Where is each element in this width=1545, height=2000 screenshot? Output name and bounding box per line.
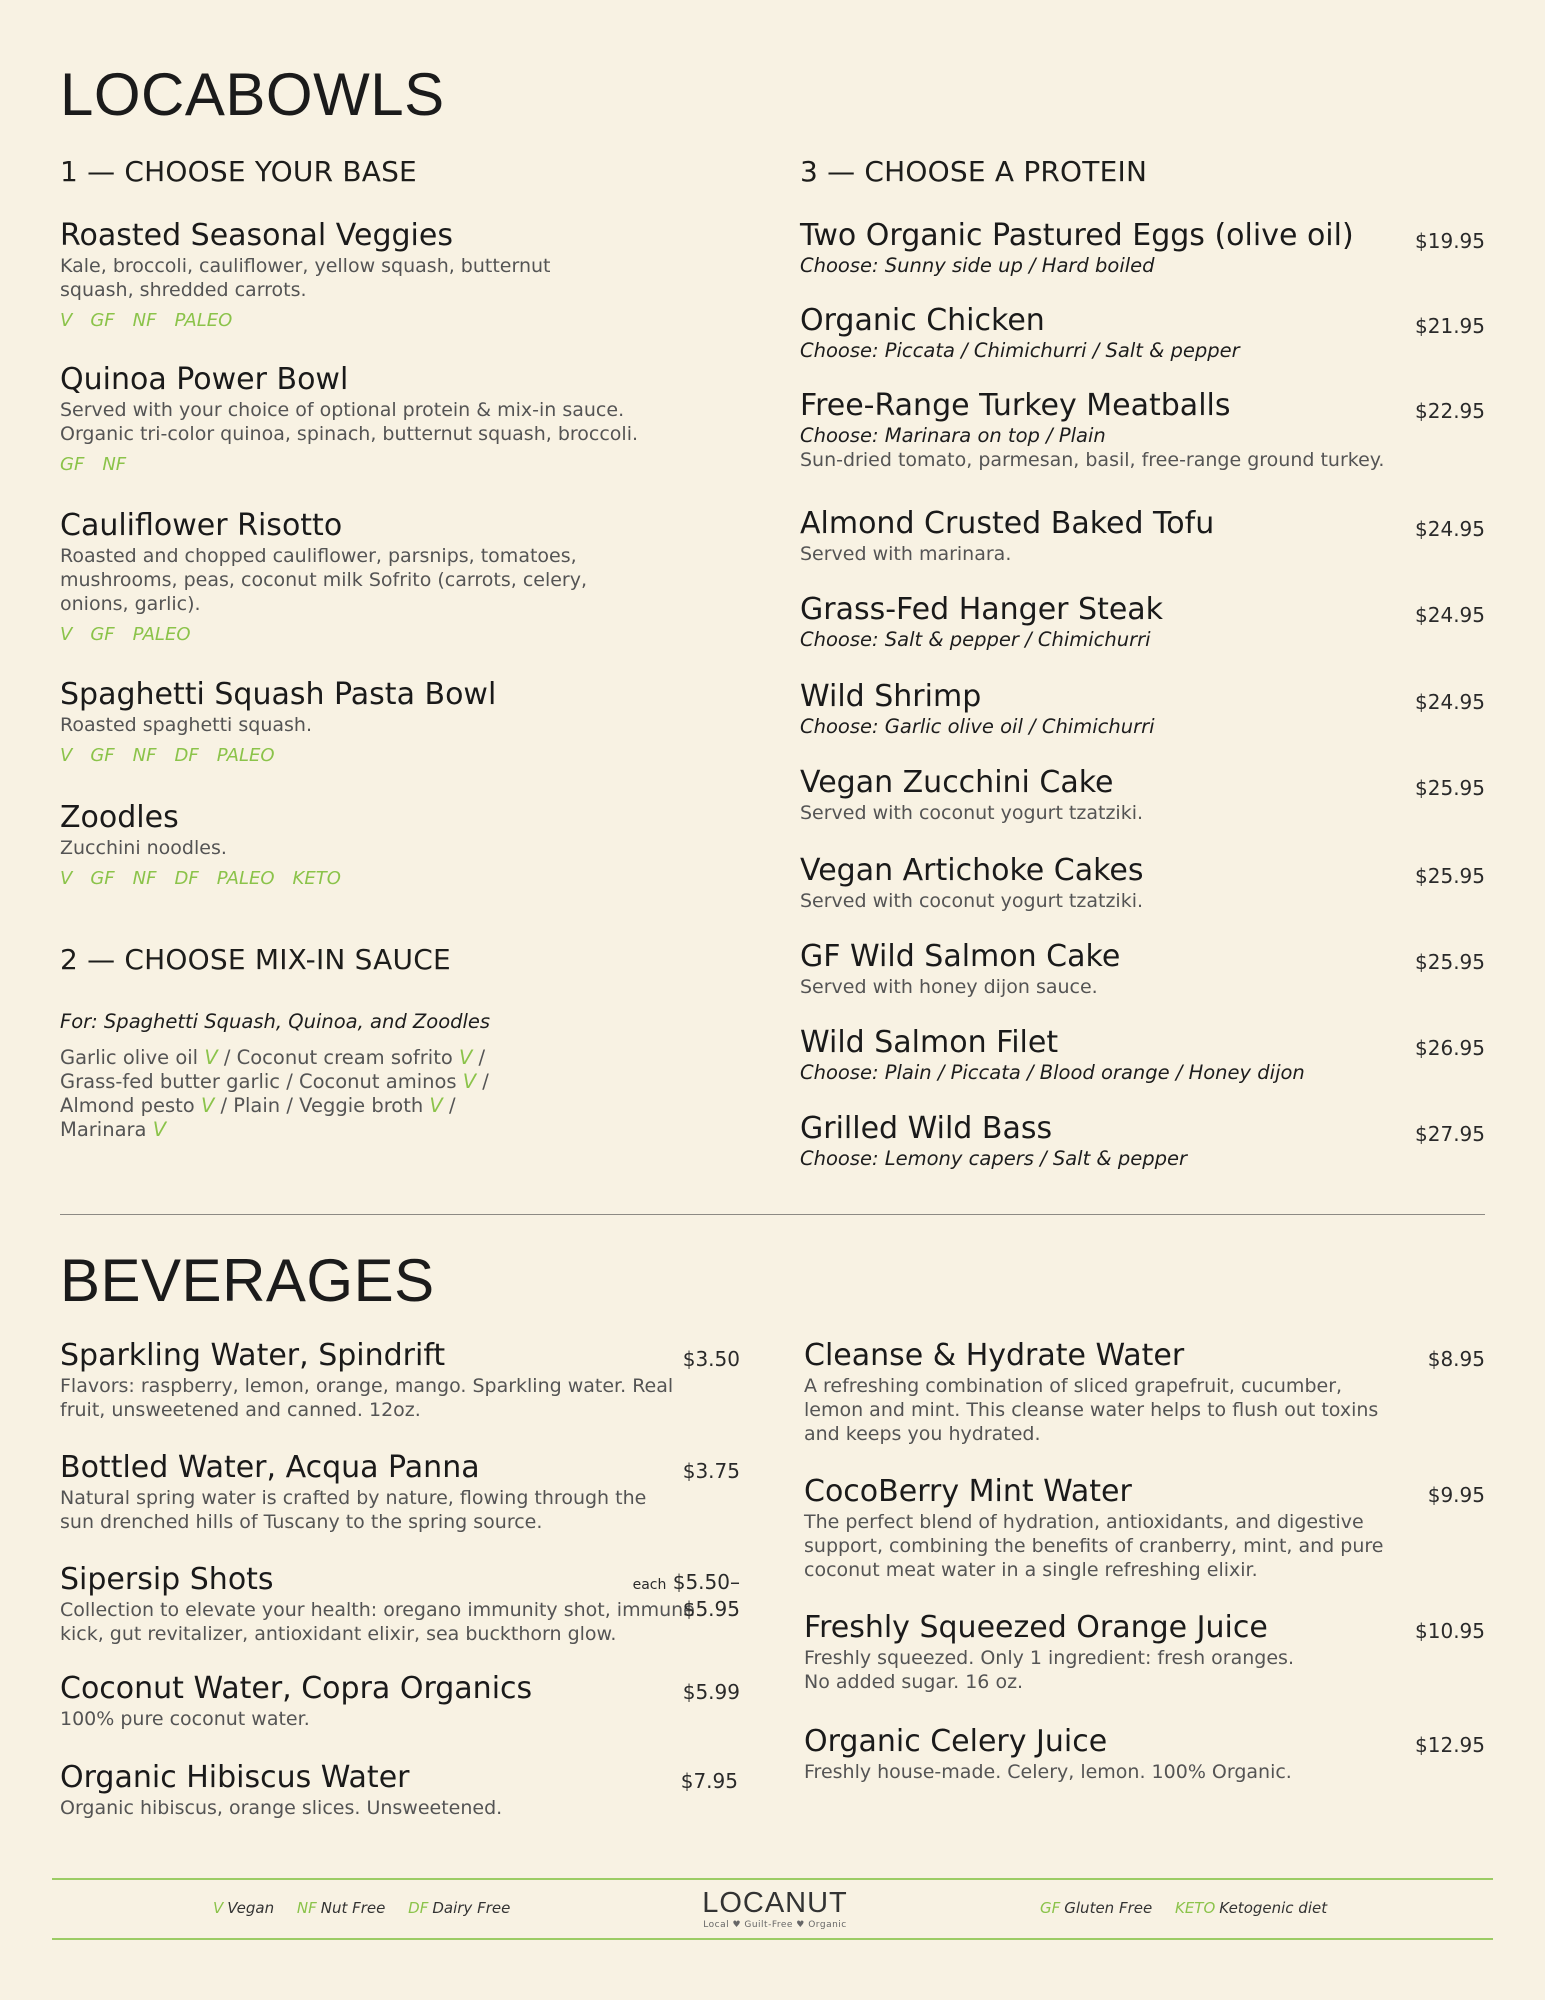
item-name: Coconut Water, Copra Organics	[60, 1671, 533, 1706]
base-item	[60, 508, 700, 648]
item-name: Bottled Water, Acqua Panna	[60, 1450, 480, 1485]
beverages-title: BEVERAGES	[60, 1247, 435, 1314]
tag: NF	[102, 454, 127, 475]
legend-abbr: GF	[1040, 1899, 1061, 1917]
diet-tags	[60, 452, 700, 478]
item-desc: The perfect blend of hydration, antioxidants, and digestive support, combining the benefits of cranberry, mint, and pure coconut meat water in a single refreshing elixir.	[804, 1511, 1384, 1581]
logo-tagline: Local ♥ Guilt-Free ♥ Organic	[703, 1920, 847, 1930]
item-name: Wild Salmon Filet	[800, 1025, 1059, 1060]
sauce-option: Coconut aminos	[298, 1070, 457, 1093]
price-prefix: each	[632, 1577, 667, 1593]
tag: GF	[60, 454, 85, 475]
item-price: $25.95	[1415, 950, 1485, 974]
locabowls-title: LOCABOWLS	[60, 61, 445, 128]
item-desc: Kale, broccoli, cauliflower, yellow squash, butternut squash, shredded carrots.	[60, 255, 551, 301]
base-item	[60, 218, 700, 334]
item-price: $24.95	[1415, 603, 1485, 627]
tag: NF	[132, 868, 157, 889]
legend-label: Nut Free	[320, 1899, 386, 1917]
item-price: $7.95	[680, 1769, 738, 1793]
price-range-end: $5.95	[682, 1597, 740, 1621]
beverage-item	[60, 1450, 720, 1534]
footer-rule-top	[52, 1878, 1493, 1880]
item-price: $5.99	[682, 1680, 740, 1704]
sauce-option: Coconut cream sofrito	[236, 1046, 453, 1069]
logo-wordmark: LOCANUT	[702, 1887, 848, 1919]
item-desc: Organic hibiscus, orange slices. Unsweetened.	[60, 1797, 503, 1819]
legend-left	[213, 1899, 528, 1917]
item-price: $3.50	[682, 1347, 740, 1371]
item-choice: Choose: Plain / Piccata / Blood orange / Honey dijon	[800, 1061, 1305, 1084]
sauce-option: Grass-fed butter garlic	[60, 1070, 281, 1093]
item-price: $10.95	[1415, 1619, 1485, 1643]
item-price: $25.95	[1415, 776, 1485, 800]
vegan-tag: V	[462, 1070, 477, 1093]
item-name: Organic Celery Juice	[804, 1724, 1108, 1759]
beverage-item	[60, 1338, 720, 1422]
item-name: Sparkling Water, Spindrift	[60, 1338, 446, 1373]
protein-item	[800, 765, 1490, 825]
item-desc: Served with coconut yogurt tzatziki.	[800, 802, 1144, 824]
section-divider	[60, 1214, 1485, 1215]
item-choice: Choose: Piccata / Chimichurri / Salt & pepper	[800, 339, 1240, 362]
sauce-section-title: 2 — CHOOSE MIX-IN SAUCE	[60, 943, 451, 976]
vegan-tag: V	[204, 1046, 218, 1069]
item-name: Cleanse & Hydrate Water	[804, 1338, 1185, 1373]
item-desc: Zucchini noodles.	[60, 837, 227, 859]
locanut-logo	[660, 1887, 890, 1930]
diet-tags	[60, 866, 700, 892]
protein-item	[800, 679, 1490, 739]
tag: GF	[90, 310, 115, 331]
legend-label: Gluten Free	[1064, 1899, 1153, 1917]
tag: V	[60, 624, 73, 645]
item-desc: Roasted spaghetti squash.	[60, 714, 312, 736]
item-name: Vegan Artichoke Cakes	[800, 853, 1144, 888]
base-item	[60, 362, 700, 478]
item-price	[633, 1570, 740, 1621]
sauce-options: Garlic olive oil V / Coconut cream sofrito V / Grass-fed butter garlic / Coconut aminos V / Almond pesto V / Plain / Veggie broth V / Marinara V	[60, 1046, 489, 1141]
legend-label: Dairy Free	[432, 1899, 511, 1917]
tag: DF	[174, 745, 199, 766]
item-desc: Collection to elevate your health: oregano immunity shot, immune kick, gut revitalizer, antioxidant elixir, sea buckthorn glow.	[60, 1599, 695, 1645]
diet-tags	[60, 308, 700, 334]
item-desc: Served with your choice of optional protein & mix-in sauce. Organic tri-color quinoa, spinach, butternut squash, broccoli.	[60, 399, 639, 445]
beverage-item	[60, 1671, 720, 1731]
tag: KETO	[292, 868, 341, 889]
legend-abbr: NF	[296, 1899, 317, 1917]
item-desc: Natural spring water is crafted by nature, flowing through the sun drenched hills of Tuscany to the spring source.	[60, 1487, 647, 1533]
item-name: Grilled Wild Bass	[800, 1111, 1053, 1146]
item-desc: Served with marinara.	[800, 543, 1012, 565]
protein-item	[800, 506, 1490, 566]
item-price: $24.95	[1415, 690, 1485, 714]
item-choice: Choose: Lemony capers / Salt & pepper	[800, 1147, 1187, 1170]
footer-rule-bottom	[52, 1938, 1493, 1940]
protein-item	[800, 1025, 1490, 1085]
item-desc: Flavors: raspberry, lemon, orange, mango. Sparkling water. Real fruit, unsweetened and canned. 12oz.	[60, 1375, 674, 1421]
price-range-start: $5.50–	[672, 1570, 740, 1594]
protein-item	[800, 388, 1490, 472]
item-choice: Choose: Marinara on top / Plain	[800, 424, 1106, 447]
diet-tags	[60, 743, 700, 769]
item-price: $26.95	[1415, 1036, 1485, 1060]
item-name: CocoBerry Mint Water	[804, 1474, 1132, 1509]
item-price: $25.95	[1415, 864, 1485, 888]
item-name: Freshly Squeezed Orange Juice	[804, 1610, 1268, 1645]
item-name: Sipersip Shots	[60, 1562, 274, 1597]
item-desc: Sun-dried tomato, parmesan, basil, free-range ground turkey.	[800, 449, 1385, 471]
item-price: $27.95	[1415, 1122, 1485, 1146]
item-desc: Served with coconut yogurt tzatziki.	[800, 890, 1144, 912]
sauce-subtitle: For: Spaghetti Squash, Quinoa, and Zoodles	[60, 1010, 491, 1033]
item-choice: Choose: Salt & pepper / Chimichurri	[800, 628, 1151, 651]
base-item	[60, 800, 700, 892]
protein-item	[800, 939, 1490, 999]
item-desc: 100% pure coconut water.	[60, 1708, 310, 1730]
item-desc: Freshly house-made. Celery, lemon. 100% Organic.	[804, 1761, 1292, 1783]
item-price: $3.75	[682, 1459, 740, 1483]
protein-item	[800, 592, 1490, 652]
beverage-item	[60, 1562, 730, 1646]
item-name: Wild Shrimp	[800, 679, 982, 714]
beverage-item	[804, 1338, 1484, 1446]
sauce-option: Garlic olive oil	[60, 1046, 199, 1069]
item-name: Spaghetti Squash Pasta Bowl	[60, 677, 497, 712]
vegan-tag: V	[459, 1046, 473, 1069]
item-name: GF Wild Salmon Cake	[800, 939, 1121, 974]
item-desc: Freshly squeezed. Only 1 ingredient: fresh oranges. No added sugar. 16 oz.	[804, 1647, 1294, 1693]
beverage-item	[60, 1760, 720, 1820]
item-price: $8.95	[1427, 1347, 1485, 1371]
item-price: $9.95	[1427, 1483, 1485, 1507]
item-price: $19.95	[1415, 229, 1485, 253]
item-name: Zoodles	[60, 800, 179, 835]
vegan-tag: V	[152, 1118, 167, 1141]
sauce-option: Veggie broth	[299, 1094, 424, 1117]
protein-item	[800, 853, 1490, 913]
tag: GF	[90, 868, 115, 889]
item-name: Grass-Fed Hanger Steak	[800, 592, 1164, 627]
item-price: $21.95	[1415, 314, 1485, 338]
vegan-tag: V	[200, 1094, 215, 1117]
item-name: Roasted Seasonal Veggies	[60, 218, 453, 253]
protein-section-title: 3 — CHOOSE A PROTEIN	[800, 155, 1148, 188]
item-name: Vegan Zucchini Cake	[800, 765, 1114, 800]
tag: PALEO	[216, 868, 275, 889]
item-name: Organic Hibiscus Water	[60, 1760, 410, 1795]
legend-abbr: V	[213, 1899, 224, 1917]
tag: V	[60, 745, 73, 766]
item-name: Organic Chicken	[800, 303, 1045, 338]
item-choice: Choose: Sunny side up / Hard boiled	[800, 254, 1155, 277]
protein-item	[800, 303, 1490, 363]
tag: V	[60, 310, 73, 331]
protein-item	[800, 1111, 1490, 1171]
vegan-tag: V	[429, 1094, 443, 1117]
item-name: Free-Range Turkey Meatballs	[800, 388, 1231, 423]
beverage-item	[804, 1474, 1484, 1582]
sauce-option: Plain	[233, 1094, 281, 1117]
legend-label: Ketogenic diet	[1219, 1899, 1328, 1917]
tag: PALEO	[174, 310, 233, 331]
base-item	[60, 677, 700, 769]
beverage-item	[804, 1610, 1484, 1694]
item-name: Almond Crusted Baked Tofu	[800, 506, 1215, 541]
item-price: $22.95	[1415, 399, 1485, 423]
item-name: Cauliflower Risotto	[60, 508, 343, 543]
tag: NF	[132, 745, 157, 766]
tag: V	[60, 868, 73, 889]
item-desc: A refreshing combination of sliced grapefruit, cucumber, lemon and mint. This cleanse water helps to flush out toxins and keeps you hydrated.	[804, 1375, 1379, 1445]
item-desc: Served with honey dijon sauce.	[800, 976, 1098, 998]
diet-tags	[60, 622, 700, 648]
tag: NF	[132, 310, 157, 331]
sauce-option: Marinara	[60, 1118, 147, 1141]
legend-right	[1040, 1899, 1345, 1917]
legend-abbr: DF	[408, 1899, 429, 1917]
item-price: $12.95	[1415, 1733, 1485, 1757]
tag: GF	[90, 624, 115, 645]
sauce-option: Almond pesto	[60, 1094, 195, 1117]
legend-label: Vegan	[227, 1899, 275, 1917]
tag: PALEO	[132, 624, 191, 645]
item-name: Quinoa Power Bowl	[60, 362, 349, 397]
tag: PALEO	[216, 745, 275, 766]
protein-item	[800, 218, 1490, 278]
item-desc: Roasted and chopped cauliflower, parsnips, tomatoes, mushrooms, peas, coconut milk Sofrito (carrots, celery, onions, garlic).	[60, 545, 588, 615]
item-name: Two Organic Pastured Eggs (olive oil)	[800, 218, 1354, 253]
item-price: $24.95	[1415, 517, 1485, 541]
legend-abbr: KETO	[1174, 1899, 1216, 1917]
tag: DF	[174, 868, 199, 889]
item-choice: Choose: Garlic olive oil / Chimichurri	[800, 715, 1155, 738]
tag: GF	[90, 745, 115, 766]
base-section-title: 1 — CHOOSE YOUR BASE	[60, 155, 417, 188]
beverage-item	[804, 1724, 1484, 1784]
